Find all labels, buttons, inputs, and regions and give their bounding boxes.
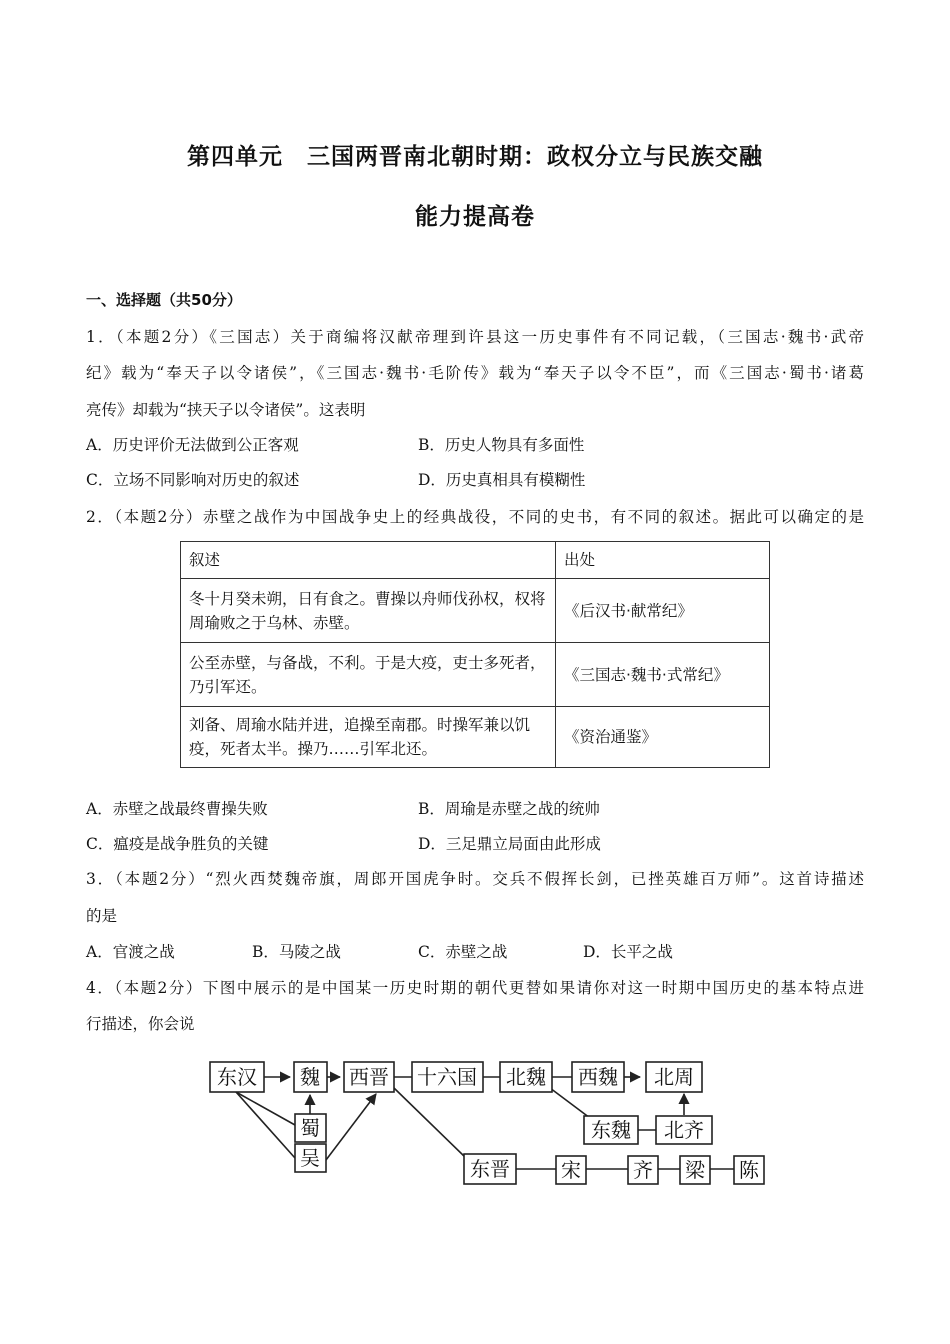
question-1-option-a: A．历史评价无法做到公正客观	[86, 436, 299, 454]
dynasty-node: 东晋	[470, 1157, 510, 1181]
question-2-option-d: D．三足鼎立局面由此形成	[418, 835, 601, 853]
question-3-option-b: B．马陵之战	[252, 943, 341, 961]
dynasty-node: 吴	[300, 1146, 320, 1170]
question-4-line-1: 4．（本题2分）下图中展示的是中国某一历史时期的朝代更替如果请你对这一时期中国历史的基本特点进	[86, 979, 864, 997]
dynasty-node: 齐	[633, 1158, 653, 1182]
page-subtitle: 能力提高卷	[415, 204, 535, 230]
source-table	[180, 541, 770, 768]
table-cell-source: 《资治通鉴》	[556, 707, 770, 768]
question-1-line-2: 纪》载为“奉天子以令诸侯”，《三国志·魏书·毛阶传》载为“奉天子以令不臣”，而《三国志·蜀书·诸葛	[86, 364, 864, 382]
question-1-option-c: C．立场不同影响对历史的叙述	[86, 471, 300, 489]
dynasty-node: 北魏	[506, 1065, 546, 1089]
question-4-line-2: 行描述，你会说	[86, 1015, 195, 1033]
table-row	[181, 643, 770, 707]
question-3-option-c: C．赤壁之战	[418, 943, 508, 961]
question-1-option-d: D．历史真相具有模糊性	[418, 471, 586, 489]
dynasty-node: 西魏	[578, 1065, 618, 1089]
question-2-option-b: B．周瑜是赤壁之战的统帅	[418, 800, 600, 818]
question-1-line-1: 1．（本题2分）《三国志）关于商编将汉献帝理到许县这一历史事件有不同记载，（三国志·魏书·武帝	[86, 328, 864, 346]
table-header-source: 出处	[556, 542, 770, 579]
table-cell-narrative: 冬十月癸未朔，日有食之。曹操以舟师伐孙权，权将周瑜败之于乌林、赤壁。	[181, 579, 556, 643]
dynasty-diagram	[200, 1048, 780, 1198]
dynasty-node: 陈	[739, 1158, 759, 1182]
question-2-option-c: C．瘟疫是战争胜负的关键	[86, 835, 269, 853]
dynasty-node: 十六国	[417, 1065, 477, 1089]
question-3-option-d: D．长平之战	[583, 943, 673, 961]
table-cell-source: 《三国志·魏书·式常纪》	[556, 643, 770, 707]
dynasty-node: 梁	[685, 1158, 705, 1182]
table-cell-source: 《后汉书·献常纪》	[556, 579, 770, 643]
table-row	[181, 579, 770, 643]
question-1-option-b: B．历史人物具有多面性	[418, 436, 585, 454]
dynasty-node: 魏	[300, 1065, 320, 1089]
question-3-option-a: A．官渡之战	[86, 943, 175, 961]
question-3-line-2: 的是	[86, 907, 118, 925]
table-row	[181, 707, 770, 768]
question-2-line-1: 2．（本题2分）赤壁之战作为中国战争史上的经典战役，不同的史书，有不同的叙述。据此可以确定的是	[86, 508, 864, 526]
dynasty-node: 西晋	[349, 1065, 389, 1089]
page-title: 第四单元 三国两晋南北朝时期：政权分立与民族交融	[187, 144, 763, 170]
dynasty-node: 北周	[654, 1065, 694, 1089]
dynasty-node: 东汉	[217, 1065, 257, 1089]
table-header-narrative: 叙述	[181, 542, 556, 579]
dynasty-node: 北齐	[664, 1118, 704, 1142]
table-header-row	[181, 542, 770, 579]
dynasty-node: 宋	[561, 1158, 581, 1182]
question-1-line-3: 亮传》却载为“挟天子以令诸侯”。这表明	[86, 401, 366, 419]
section-heading: 一、选择题（共50分）	[86, 291, 242, 309]
dynasty-node: 蜀	[300, 1116, 320, 1140]
question-2-option-a: A．赤壁之战最终曹操失败	[86, 800, 268, 818]
dynasty-node: 东魏	[591, 1118, 631, 1142]
question-3-line-1: 3．（本题2分）“烈火西焚魏帝旗，周郎开国虎争时。交兵不假挥长剑，已挫英雄百万师”。这首诗描述	[86, 870, 864, 888]
table-cell-narrative: 刘备、周瑜水陆并进，追操至南郡。时操军兼以饥疫，死者太半。操乃……引军北还。	[181, 707, 556, 768]
table-cell-narrative: 公至赤壁，与备战，不利。于是大疫，吏士多死者，乃引军还。	[181, 643, 556, 707]
